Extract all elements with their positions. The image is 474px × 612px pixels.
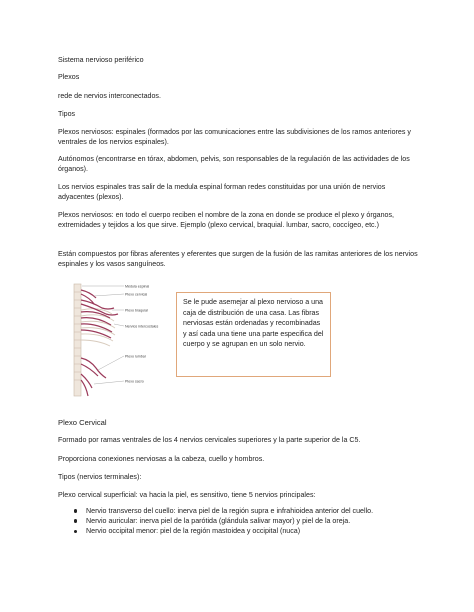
bullet-icon (74, 530, 77, 533)
plexos-nerviosos-paragraph: Plexos nerviosos: espinales (formados por las comunicaciones entre las subdivisiones de los ramos anteriores y ventrales de los nervios espinales). (58, 128, 411, 146)
callout-text: Se le pude asemejar al plexo nervioso a una caja de distribución de una casa. Las fibras nerviosas están ordenadas y recombinadas y así cada una tiene una parte especifica del cuerpo y se agrupan en un solo nervio. (183, 298, 324, 349)
nervios-espinales-paragraph: Los nervios espinales tras salir de la medula espinal forman redes constituidas por una unión de nervios adyacentes (plexos). (58, 183, 386, 201)
list-item (58, 516, 438, 526)
list-item (58, 506, 438, 516)
plexos-heading: Plexos (58, 73, 80, 81)
bullet-text: Nervio auricular: inerva piel de la parótida (glándula salivar mayor) y piel de la oreja. (86, 517, 351, 526)
tipos-heading: Tipos (58, 110, 76, 118)
cervical-formado-paragraph: Formado por ramas ventrales de los 4 nervios cervicales superiores y la parte superior de la C5. (58, 436, 361, 444)
plexos-cuerpo-paragraph: Plexos nerviosos: en todo el cuerpo reciben el nombre de la zona en donde se produce el plexo y órganos, extremidades y tejidos a los que sirve. Ejemplo (plexo cervical, braquial. lumbar, sacro, coccígeo, etc.) (58, 211, 394, 229)
plexo-cervical-heading: Plexo Cervical (58, 418, 107, 427)
autonomos-paragraph: Autónomos (encontrarse en tórax, abdomen, pelvis, son responsables de la regulación de las actividades de los órganos). (58, 155, 410, 173)
ribs (81, 309, 115, 346)
fibras-paragraph: Están compuestos por fibras aferentes y eferentes que surgen de la fusión de las ramitas anteriores de los nervios espinales y los vasos sanguíneos. (58, 250, 418, 268)
bullet-icon (74, 509, 77, 512)
bullet-text: Nervio transverso del cuello: inerva piel de la región supra e infrahioidea anterior del cuello. (86, 507, 374, 515)
label-nervios-intercostales: Nervios intercostales (125, 324, 159, 329)
label-plexo-braquial: Plexo braquial (125, 308, 148, 313)
list-item (58, 526, 438, 536)
cervical-superficial-paragraph: Plexo cervical superficial: va hacia la piel, es sensitivo, tiene 5 nervios principales: (58, 491, 316, 499)
plexos-definition: rede de nervios interconectados. (58, 92, 161, 100)
document-title: Sistema nervioso periférico (58, 56, 144, 64)
nerve-bullet-list (58, 506, 438, 537)
figure-labels (125, 285, 159, 384)
label-leaders (82, 286, 124, 384)
bullet-text: Nervio occipital menor: piel de la región mastoidea y occipital (nuca) (86, 527, 301, 536)
cervical-tipos-paragraph: Tipos (nervios terminales): (58, 473, 142, 481)
label-plexo-sacro: Plexo sacro (125, 379, 144, 384)
analogy-callout-box (176, 292, 331, 377)
spinal-plexus-illustration (60, 280, 168, 400)
label-medula-espinal: Médula espinal (125, 284, 150, 289)
bullet-icon (74, 519, 77, 522)
spine-column (74, 284, 81, 396)
label-plexo-cervical: Plexo cervical (125, 292, 148, 297)
nerves (81, 290, 118, 396)
label-plexo-lumbar: Plexo lumbar (125, 354, 146, 359)
cervical-proporciona-paragraph: Proporciona conexiones nerviosas a la cabeza, cuello y hombros. (58, 455, 265, 463)
